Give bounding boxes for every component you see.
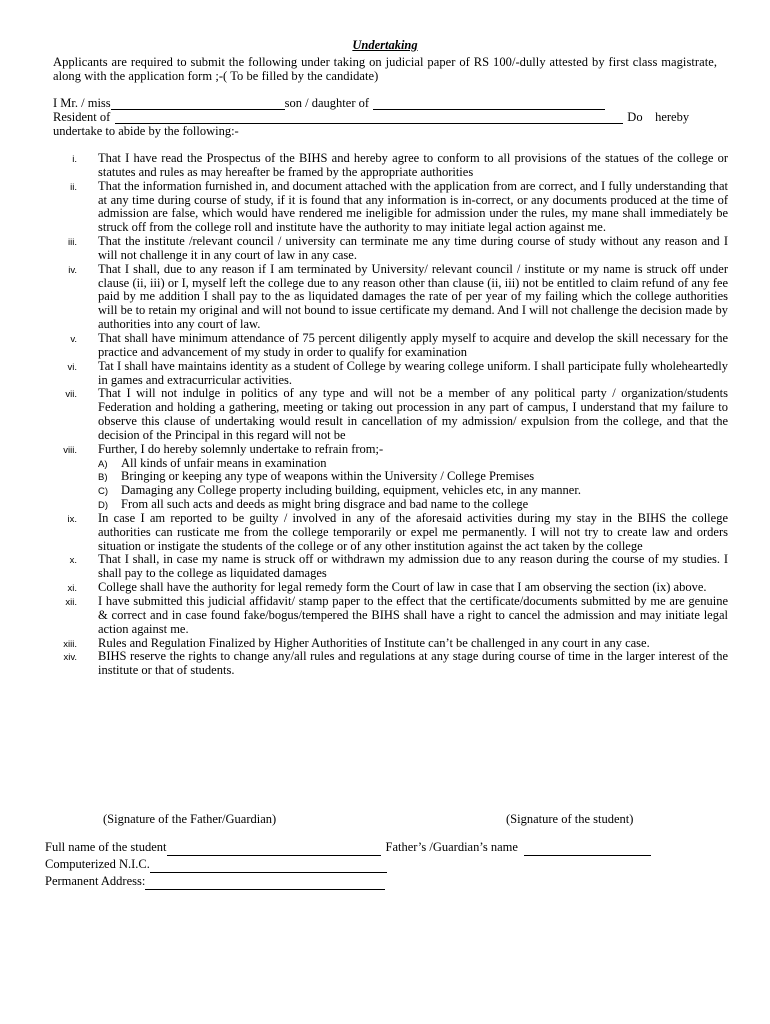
clause-item (53, 152, 728, 180)
clause-item (53, 180, 728, 235)
declaration-block (53, 96, 717, 138)
address-label: Permanent Address: (45, 874, 146, 888)
sub-clause-letter: A) (98, 458, 108, 470)
cnic-label: Computerized N.I.C. (45, 857, 150, 871)
clause-item (53, 637, 728, 651)
clause-text: That I have read the Prospectus of the BIHS and hereby agree to conform to all provisions of the statues of the college or statutes and rules as may hereafter be framed by the appropriate authorities (98, 151, 728, 179)
clause-text: That I shall, in case my name is struck off or withdrawn my admission due to any reason during the course of my studies. I shall pay to the college as liquidated damages (98, 552, 728, 581)
guardian-signature-label: (Signature of the Father/Guardian) (103, 812, 277, 826)
sub-clause-item (98, 498, 728, 512)
clause-number: xiv. (63, 652, 77, 664)
clause-item (53, 387, 728, 442)
sub-clause-text: All kinds of unfair means in examination (121, 455, 327, 470)
clause-text: That the information furnished in, and document attached with the application from are correct, and I fully understanding that at any time during course of study, if it is found that any information is in-correct, or any documents produced at the time of admission are false, which would have rendered me ineligible for admission under the rules, my mane shall immediately be struck off from the college roll and institute have the authority to may initiate legal action against me. (98, 178, 728, 235)
parent-label: son / daughter of (284, 96, 370, 110)
resident-blank[interactable] (115, 112, 623, 124)
do-hereby-label: Do hereby (627, 110, 690, 124)
clause-item (53, 512, 728, 554)
name-label: I Mr. / miss (53, 96, 111, 110)
name-blank[interactable] (111, 98, 285, 110)
sub-clause-text: From all such acts and deeds as might bring disgrace and bad name to the college (121, 497, 529, 512)
clause-number: vi. (67, 361, 77, 373)
declaration-line-1 (53, 96, 717, 110)
clause-text: That I will not indulge in politics of any type and will not be a member of any political party / organization/students Federation and holding a gathering, meeting or taking out procession in any part of campus, I understand that my failure to observe this clause of undertaking would result in cancellation of my admission/ expulsion from the college, and that the decision of the Principal in this regard will not be (98, 386, 728, 442)
clause-number: i. (72, 154, 77, 165)
clause-item (53, 235, 728, 263)
clause-list (53, 152, 728, 678)
page-title: Undertaking (352, 38, 418, 52)
sub-clause-item (98, 457, 728, 471)
full-name-row (45, 839, 725, 856)
parent-blank[interactable] (373, 98, 605, 110)
sub-clause-letter: C) (98, 486, 109, 498)
clause-number: ix. (67, 513, 77, 525)
sub-clause-item (98, 470, 728, 484)
clause-number: xi. (67, 583, 77, 595)
clause-number: iii. (68, 237, 77, 249)
full-name-label: Full name of the student (45, 840, 167, 854)
cnic-blank[interactable] (150, 861, 387, 873)
clause-item (53, 360, 728, 388)
clause-text: College shall have the authority for legal remedy form the Court of law in case that I am observing the section (ix) above. (98, 580, 707, 595)
clause-number: iv. (68, 264, 77, 276)
clause-text: Tat I shall have maintains identity as a student of College by wearing college uniform. I shall participate fully wholeheartedly in games and extracurricular activities. (98, 358, 728, 387)
clause-text: I have submitted this judicial affidavit/ stamp paper to the effect that the certificate/documents submitted by me are genuine & correct and in case found fake/bogus/tempered the BIHS shall have a right to cancel the admission and may initiate legal action against me. (98, 594, 728, 636)
clause-item (53, 581, 728, 595)
sub-clause-item (98, 484, 728, 498)
clause-text: Rules and Regulation Finalized by Higher Authorities of Institute can’t be challenged in any court in any case. (98, 635, 650, 650)
clause-item (53, 332, 728, 360)
clause-number: xiii. (63, 638, 77, 650)
clause-number: x. (69, 555, 77, 567)
sub-clause-text: Bringing or keeping any type of weapons within the University / College Premises (121, 469, 535, 484)
clause-text: That I shall, due to any reason if I am terminated by University/ relevant council / institute or my name is struck off under clause (ii, iii) or I, myself left the college due to any reason other than clause (ii, iii) not be entitled to claim refund of any fee paid by me addition I shall pay to the as liquidated damages the rate of per year of my failing which the college authorities will be to retain my original and will not bound to issue certificate my demand. And I will not challenge the decision made by authorities into any court of law. (98, 261, 728, 332)
intro-paragraph: Applicants are required to submit the following under taking on judicial paper of RS 100/-dully attested by first class magistrate, along with the application form ;-( To be filled by the candidate) (53, 55, 717, 83)
address-row (45, 873, 725, 890)
clause-item (53, 553, 728, 581)
clause-number: viii. (63, 444, 77, 456)
sub-clause-text: Damaging any College property including building, equipment, vehicles etc, in any manner. (121, 483, 581, 498)
declaration-line-2 (53, 110, 717, 124)
resident-label: Resident of (53, 110, 111, 124)
clause-number: xii. (65, 597, 77, 608)
sub-clause-letter: D) (98, 500, 109, 512)
clause-item (53, 443, 728, 512)
clause-text: In case I am reported to be guilty / involved in any of the aforesaid activities during my stay in the BIHS the college authorities can rusticate me from the college temporarily or expel me permanently. I will not try to create law and orders situation or instigate the students of the college or of any other institution against the act taken by the college (98, 510, 728, 553)
clause-number: ii. (70, 181, 77, 193)
clause-number: vii. (65, 389, 77, 401)
cnic-row (45, 856, 725, 873)
declaration-line-3: undertake to abide by the following:- (53, 124, 239, 138)
student-details (45, 839, 725, 890)
clause-item (53, 263, 728, 332)
address-blank[interactable] (145, 878, 385, 890)
father-name-blank[interactable] (524, 844, 651, 856)
clause-item (53, 650, 728, 678)
clause-number: v. (70, 333, 77, 345)
clause-text: BIHS reserve the rights to change any/all rules and regulations at any stage during course of time in the larger interest of the institute or that of students. (98, 649, 728, 678)
full-name-blank[interactable] (167, 844, 381, 856)
clause-item (53, 595, 728, 637)
student-signature-label: (Signature of the student) (506, 812, 634, 826)
father-name-label: Father’s /Guardian’s name (385, 840, 518, 854)
clause-text: Further, I do hereby solemnly undertake to refrain from;- (98, 441, 384, 456)
clause-text: That shall have minimum attendance of 75 percent diligently apply myself to acquire and develop the skill necessary for the practice and advancement of my study in order to qualify for examination (98, 330, 728, 359)
sub-clause-letter: B) (98, 472, 108, 484)
clause-text: That the institute /relevant council / university can terminate me any time during course of study without any reason and I will not challenge it in any court of law in any case. (98, 234, 728, 262)
